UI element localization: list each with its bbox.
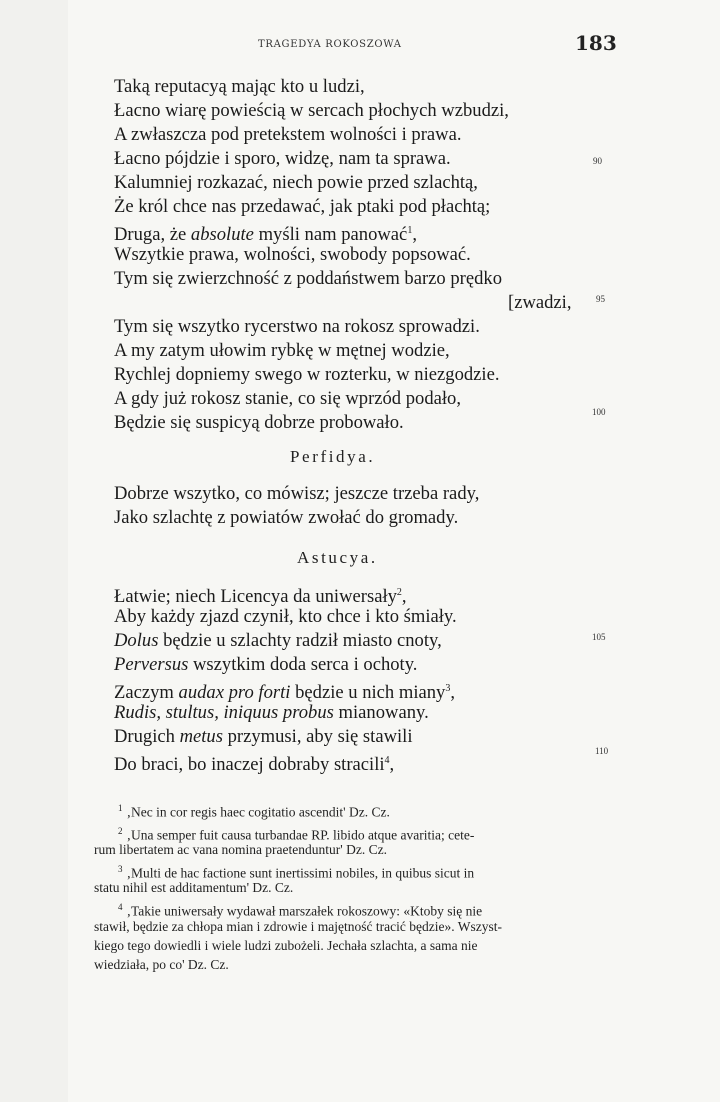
verse-italic: absolute: [190, 224, 254, 246]
verse-line: Dobrze wszytko, co mówisz; jeszcze trzeba rady,: [114, 483, 480, 504]
verse-text: Do braci, bo inaczej dobraby stracili: [114, 754, 385, 776]
line-number: 100: [592, 407, 606, 417]
verse-line: Wszytkie prawa, wolności, swobody popsować.: [114, 244, 471, 265]
verse-line-continuation: [zwadzi,: [508, 292, 572, 313]
verse-line: Tym się wszytko rycerstwo na rokosz sprowadzi.: [114, 316, 480, 337]
verse-line: [114, 725, 413, 748]
verse-line: [114, 653, 417, 676]
footnote: [118, 799, 390, 822]
verse-line: A zwłaszcza pod pretekstem wolności i prawa.: [114, 124, 462, 145]
verse-line: Będzie się suspicyą dobrze probowało.: [114, 412, 404, 433]
verse-text: Łatwie; niech Licencya da uniwersały: [114, 586, 397, 608]
footnote-continuation: kiego tego dowiedli i wiele ludzi zubożeli. Jechała szlachta, a sama nie: [94, 938, 478, 953]
running-head: TRAGEDYA ROKOSZOWA: [258, 39, 402, 50]
verse-line: Łacno wiarę powieścią w sercach płochych wzbudzi,: [114, 100, 509, 121]
verse-italic: Rudis, stultus, iniquus probus: [114, 702, 334, 723]
footnote-text: ‚Multi de hac factione sunt inertissimi nobiles, in quibus sicut in: [126, 865, 475, 881]
verse-line: Kalumniej rozkazać, niech powie przed szlachtą,: [114, 172, 478, 193]
footnote-ref: 1: [407, 225, 413, 236]
verse-line: A my zatym ułowim rybkę w mętnej wodzie,: [114, 340, 450, 361]
line-number: 110: [595, 746, 609, 756]
footnote-continuation: rum libertatem ac vana nomina praetenduntur' Dz. Cz.: [94, 842, 387, 857]
verse-line: A gdy już rokosz stanie, co się wprzód podało,: [114, 388, 462, 409]
footnote-text: ‚Nec in cor regis haec cogitatio ascendit' Dz. Cz.: [126, 804, 390, 820]
line-number: 95: [596, 294, 605, 304]
verse-italic: Dolus: [114, 630, 159, 651]
footnote-continuation: statu nihil est additamentum' Dz. Cz.: [94, 880, 294, 895]
footnote-continuation: wiedziała, po co' Dz. Cz.: [94, 957, 229, 972]
verse-text: ,: [412, 224, 417, 246]
verse-line: [114, 701, 429, 724]
verse-text: mianowany.: [333, 702, 429, 723]
verse-italic: Perversus: [114, 654, 189, 675]
verse-text: Druga, że: [114, 224, 191, 246]
footnote-ref: 4: [384, 755, 390, 766]
verse-text: ,: [389, 754, 395, 776]
verse-italic: metus: [179, 726, 223, 747]
verse-italic: audax pro forti: [178, 682, 291, 704]
line-number: 90: [593, 156, 602, 166]
page-number: 183: [575, 31, 617, 55]
footnote-mark: 3: [118, 864, 123, 874]
footnote-text: ‚Una semper fuit causa turbandae RP. libido atque avaritia; cete-: [126, 827, 475, 843]
verse-text: ,: [450, 682, 456, 704]
footnote-mark: 1: [118, 803, 123, 813]
line-number: 105: [592, 632, 606, 642]
verse-line: [114, 629, 442, 652]
footnote-mark: 2: [118, 826, 123, 836]
speaker-name: Astucya.: [297, 548, 378, 567]
verse-text: myśli nam panować: [253, 224, 408, 246]
verse-line: Rychlej dopniemy swego w rozterku, w niezgodzie.: [114, 364, 500, 385]
footnote-continuation: stawił, będzie za chłopa mian i zdrowie i majętność tracić będzie». Wszyst-: [94, 919, 502, 934]
verse-text: przymusi, aby się stawili: [222, 726, 413, 747]
verse-line: [114, 749, 394, 776]
verse-line: Tym się zwierzchność z poddaństwem barzo prędko: [114, 268, 502, 289]
verse-text: ,: [401, 586, 407, 608]
verse-text: Zaczym: [114, 682, 179, 704]
footnote-text: ‚Takie uniwersały wydawał marszałek rokoszowy: «Ktoby się nie: [126, 903, 483, 919]
verse-line: Łacno pójdzie i sporo, widzę, nam ta sprawa.: [114, 148, 451, 169]
verse-line: Że król chce nas przedawać, jak ptaki pod płachtą;: [114, 196, 491, 217]
verse-line: Jako szlachtę z powiatów zwołać do gromady.: [114, 507, 459, 528]
speaker-name: Perfidya.: [290, 447, 376, 466]
verse-line: Taką reputacyą mając kto u ludzi,: [114, 76, 365, 97]
footnote-mark: 4: [118, 902, 123, 912]
verse-text: wszytkim doda serca i ochoty.: [188, 654, 418, 675]
verse-text: będzie u szlachty radził miasto cnoty,: [158, 630, 442, 651]
verse-text: będzie u nich miany: [290, 682, 446, 704]
verse-text: Drugich: [114, 726, 180, 747]
footnote-ref: 3: [445, 683, 451, 694]
verse-line: Aby każdy zjazd czynił, kto chce i kto śmiały.: [114, 606, 457, 627]
footnote-ref: 2: [396, 587, 402, 598]
